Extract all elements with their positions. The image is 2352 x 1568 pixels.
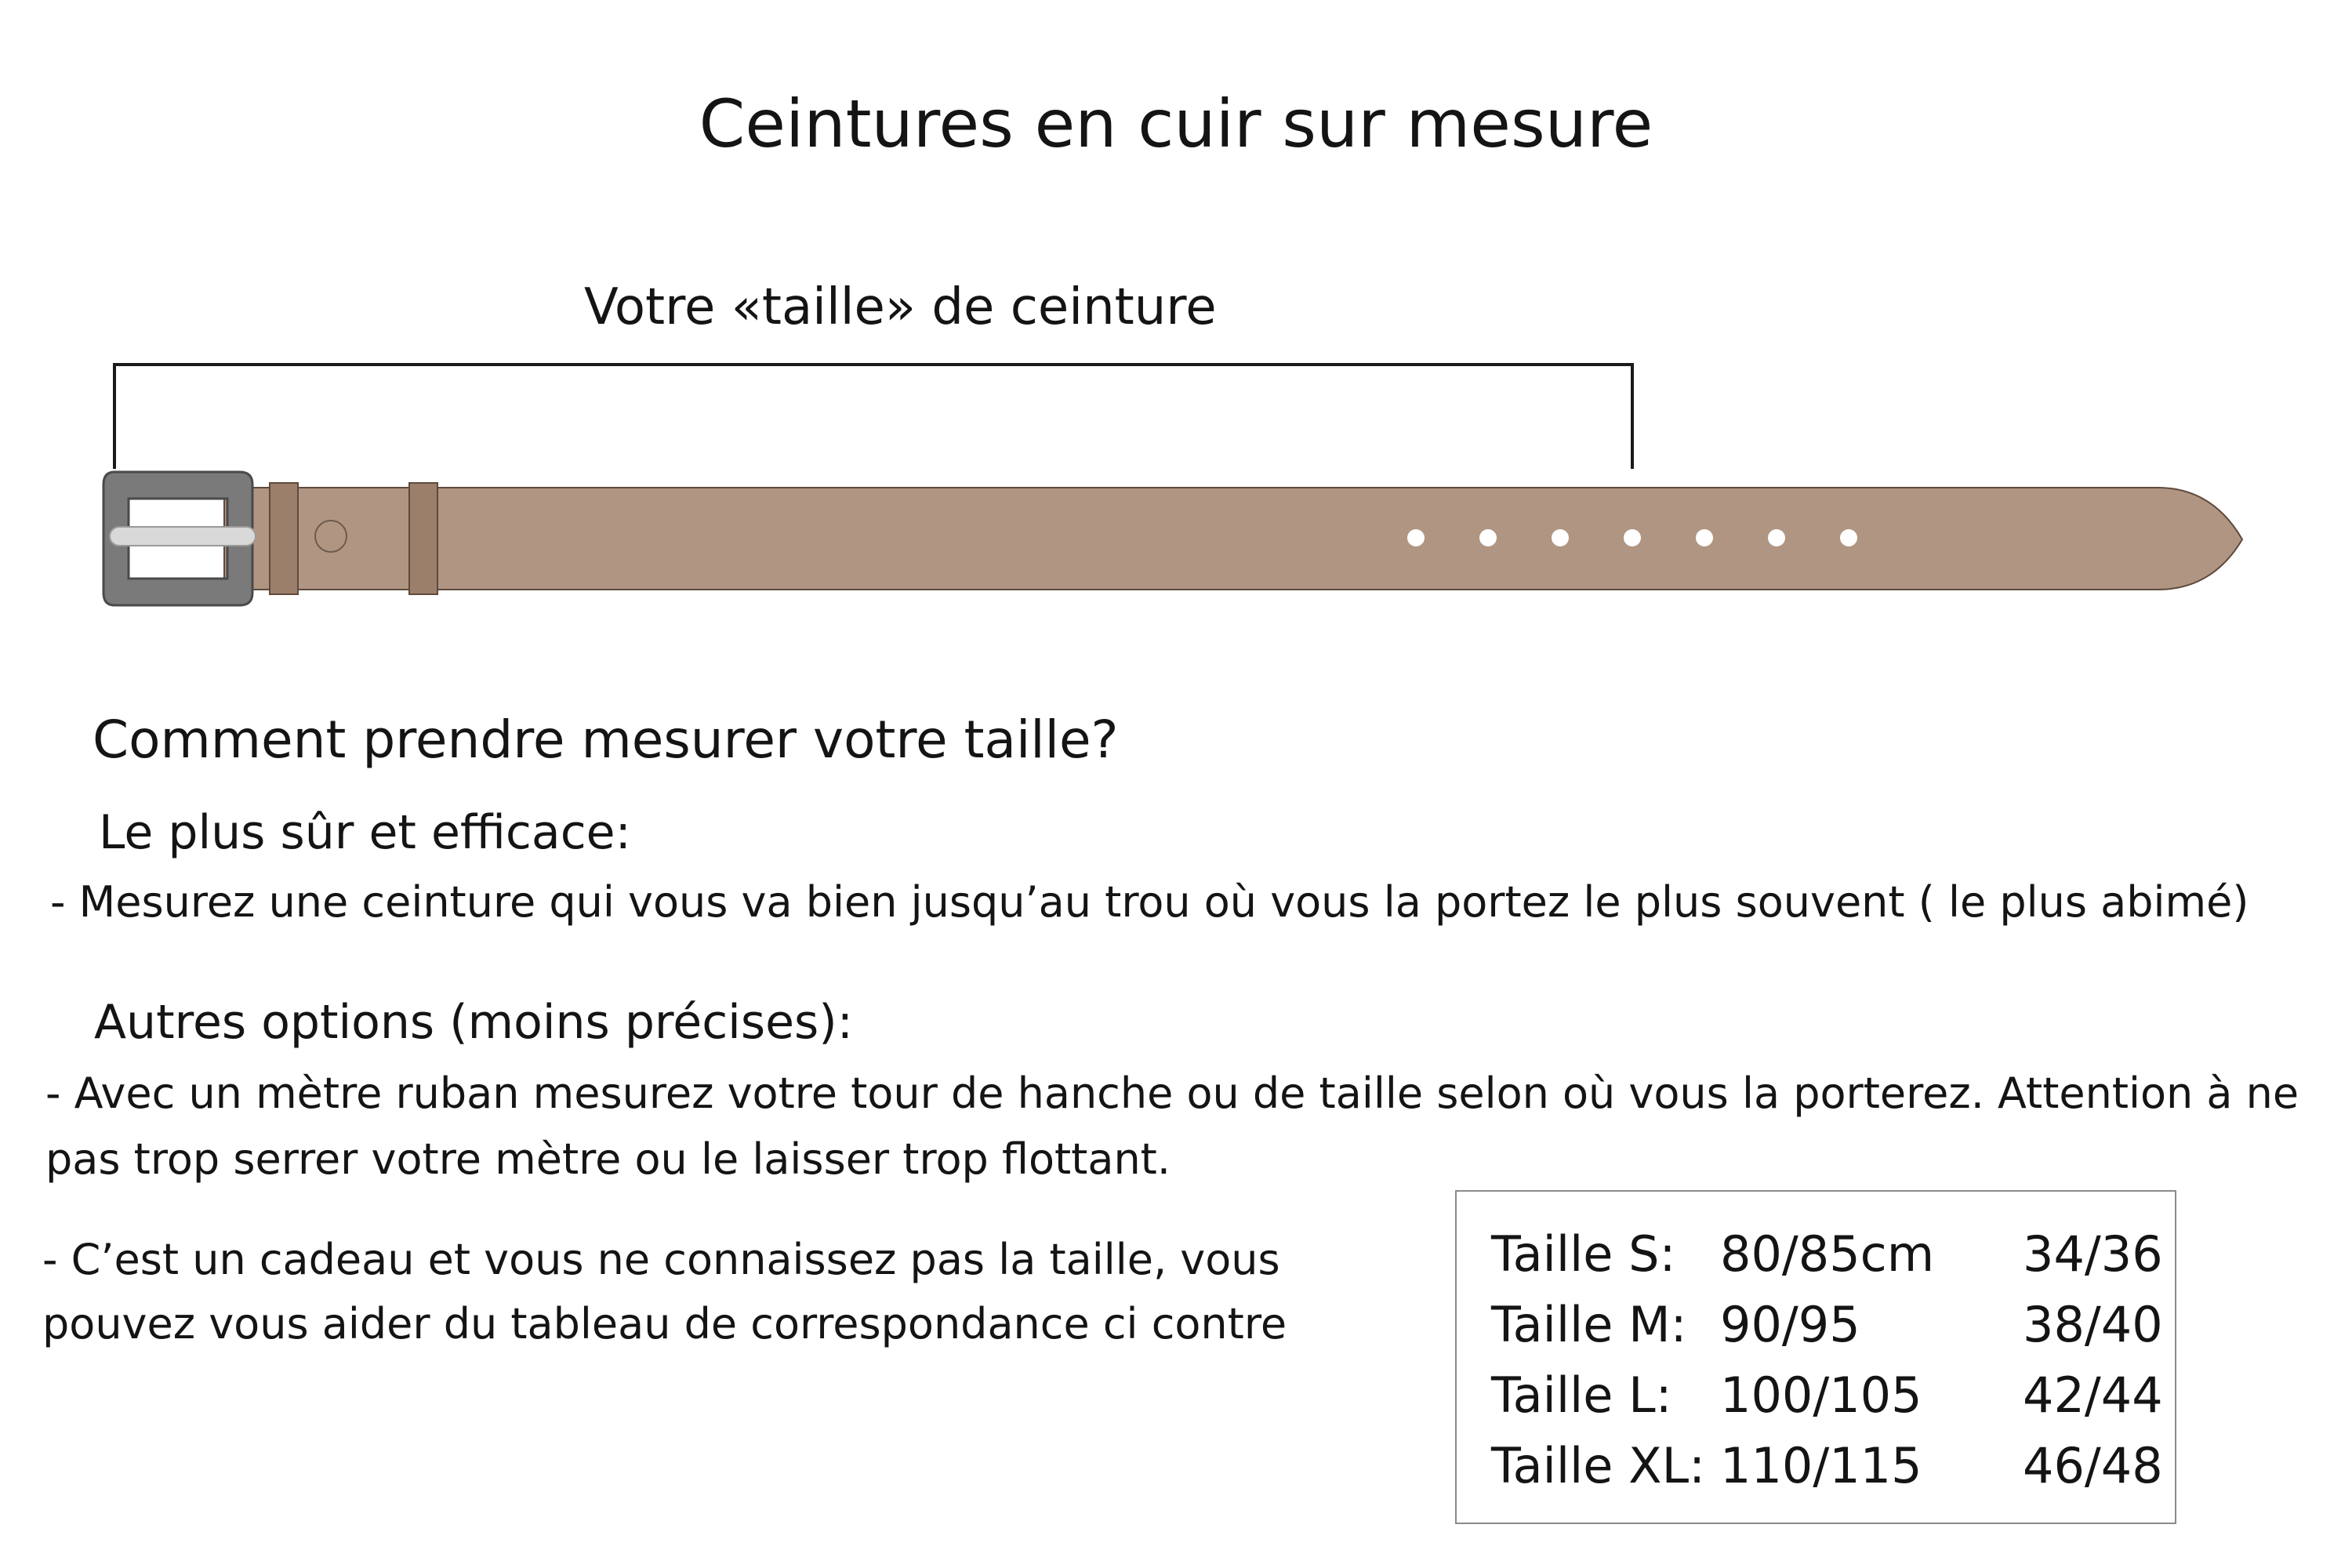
size-us: 38/40 (2023, 1296, 2163, 1353)
belt-diagram (0, 0, 2352, 643)
size-label: Taille L: (1491, 1367, 1672, 1424)
size-label: Taille S: (1491, 1225, 1676, 1283)
belt-buckle (103, 472, 256, 605)
size-cm: 110/115 (1720, 1437, 1922, 1494)
option-gift-line-1: - C’est un cadeau et vous ne connaissez pas la taille, vous (42, 1235, 1280, 1284)
belt-hole (1624, 529, 1641, 546)
page-title: Ceintures en cuir sur mesure (699, 85, 1653, 162)
belt-keeper (409, 483, 437, 594)
best-method-text: - Mesurez une ceinture qui vous va bien jusqu’au trou où vous la portez le plus souvent ( le plus abimé) (50, 877, 2249, 927)
belt-hole (1552, 529, 1569, 546)
measurement-bracket (114, 363, 1632, 469)
belt-hole (1696, 529, 1713, 546)
belt-size-label: Votre «taille» de ceinture (584, 278, 1217, 336)
size-us: 34/36 (2023, 1225, 2163, 1283)
belt-keeper (270, 483, 298, 594)
other-options-heading: Autres options (moins précises): (94, 995, 853, 1050)
option-tape-line-2: pas trop serrer votre mètre ou le laisser trop flottant. (45, 1134, 1171, 1184)
measure-question-heading: Comment prendre mesurer votre taille? (93, 710, 1119, 770)
size-label: Taille XL: (1491, 1437, 1706, 1494)
size-label: Taille M: (1491, 1296, 1687, 1353)
size-cm: 90/95 (1720, 1296, 1860, 1353)
belt-hole (1840, 529, 1857, 546)
best-method-heading: Le plus sûr et efficace: (99, 805, 631, 860)
belt-hole (1768, 529, 1785, 546)
buckle-prong (110, 527, 256, 546)
belt-hole (1407, 529, 1425, 546)
size-correspondence-table (1455, 1190, 2176, 1524)
belt-strap (224, 488, 2242, 590)
option-tape-line-1: - Avec un mètre ruban mesurez votre tour de hanche ou de taille selon où vous la porterez. Attention à ne (45, 1069, 2299, 1118)
option-gift-line-2: pouvez vous aider du tableau de correspondance ci contre (42, 1299, 1287, 1348)
belt-hole (1479, 529, 1497, 546)
size-us: 46/48 (2023, 1437, 2163, 1494)
size-cm: 80/85cm (1720, 1225, 1935, 1283)
size-cm: 100/105 (1720, 1367, 1922, 1424)
size-us: 42/44 (2023, 1367, 2163, 1424)
